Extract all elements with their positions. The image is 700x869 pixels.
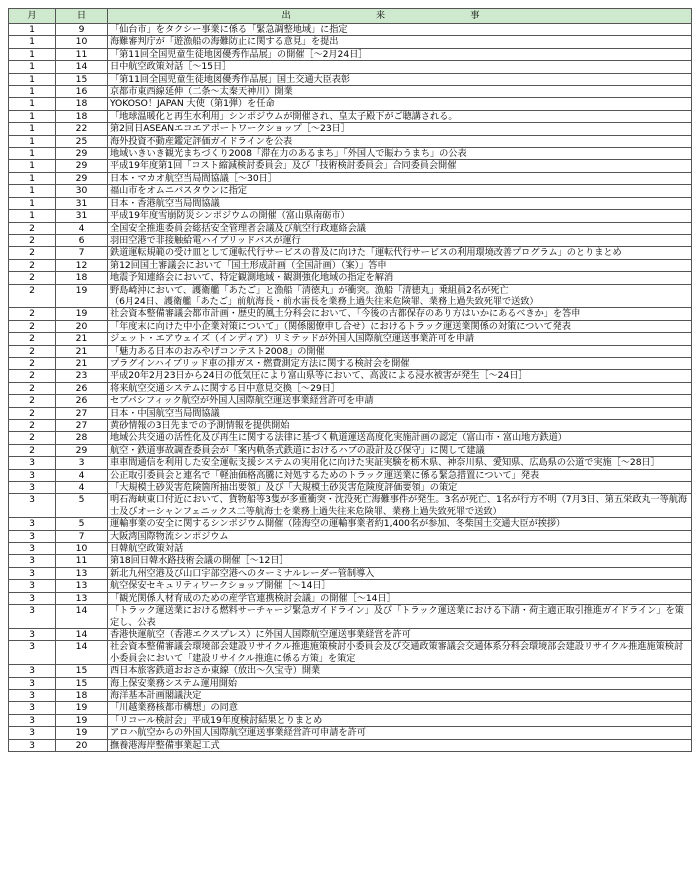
table-row	[9, 444, 692, 456]
month-cell: 3	[9, 727, 56, 739]
table-row	[9, 457, 692, 469]
day-cell: 14	[56, 605, 108, 629]
event-cell: 日本・中国航空当局間協議	[108, 407, 692, 419]
event-cell: 運輸事業の安全に関するシンポジウム開催（陸海空の運輸事業者約1,400名が参加、冬柴国土交通大臣が挨拶）	[108, 518, 692, 530]
month-cell: 2	[9, 284, 56, 308]
event-cell: 地震予知連絡会において、特定観測地域・観測強化地域の指定を解消	[108, 272, 692, 284]
day-cell: 21	[56, 333, 108, 345]
event-cell: 「魅力ある日本のおみやげコンテスト2008」の開催	[108, 345, 692, 357]
table-row	[9, 160, 692, 172]
table-row	[9, 333, 692, 345]
day-cell: 11	[56, 555, 108, 567]
month-cell: 3	[9, 641, 56, 665]
table-row	[9, 665, 692, 677]
table-row	[9, 197, 692, 209]
table-row	[9, 530, 692, 542]
table-row	[9, 308, 692, 320]
table-row	[9, 272, 692, 284]
month-cell: 2	[9, 395, 56, 407]
event-cell: 黄砂情報の3日先までの予測情報を提供開始	[108, 420, 692, 432]
table-row	[9, 555, 692, 567]
month-cell: 3	[9, 702, 56, 714]
day-cell: 15	[56, 73, 108, 85]
table-row	[9, 382, 692, 394]
event-cell: 日韓航空政策対話	[108, 543, 692, 555]
table-row	[9, 172, 692, 184]
day-cell: 21	[56, 345, 108, 357]
event-cell: YOKOSO！JAPAN 大使（第1弾）を任命	[108, 98, 692, 110]
day-cell: 29	[56, 444, 108, 456]
event-cell: 平成19年度雪崩防災シンポジウムの開催（富山県南砺市）	[108, 210, 692, 222]
table-row	[9, 702, 692, 714]
day-header: 日	[56, 9, 108, 24]
event-cell: 野島崎沖において、護衛艦「あたご」と漁船「清徳丸」が衝突。漁船「清徳丸」乗組員2名が死亡 （6月24日、護衛艦「あたご」前航海長・前水雷長を業務上過失往来危険罪、業務上過失致死罪で送致）	[108, 284, 692, 308]
month-cell: 1	[9, 110, 56, 122]
month-cell: 1	[9, 160, 56, 172]
month-cell: 2	[9, 432, 56, 444]
event-cell: 「地球温暖化と再生水利用」シンポジウムが開催され、皇太子殿下がご聴講される。	[108, 110, 692, 122]
event-cell: 「トラック運送業における燃料サーチャージ緊急ガイドライン」及び「トラック運送業における下請・荷主適正取引推進ガイドライン」を策定し、公表	[108, 605, 692, 629]
event-cell: 第18回日韓水路技術会議の開催［～12日］	[108, 555, 692, 567]
day-cell: 11	[56, 48, 108, 60]
day-cell: 20	[56, 739, 108, 751]
day-cell: 5	[56, 494, 108, 518]
event-cell: 「リコール検討会」平成19年度検討結果とりまとめ	[108, 714, 692, 726]
day-cell: 14	[56, 641, 108, 665]
month-cell: 3	[9, 543, 56, 555]
day-cell: 15	[56, 677, 108, 689]
header-row	[9, 9, 692, 24]
day-cell: 19	[56, 727, 108, 739]
month-cell: 2	[9, 247, 56, 259]
day-cell: 21	[56, 357, 108, 369]
event-cell: 地域公共交通の活性化及び再生に関する法律に基づく軌道運送高度化実施計画の認定（富山市・富山地方鉄道）	[108, 432, 692, 444]
table-row	[9, 518, 692, 530]
table-row	[9, 222, 692, 234]
event-cell: 西日本旅客鉄道おおさか東線（放出～久宝寺）開業	[108, 665, 692, 677]
table-row	[9, 628, 692, 640]
day-cell: 18	[56, 110, 108, 122]
event-cell: 撫養港海岸整備事業起工式	[108, 739, 692, 751]
event-cell: 京都市東西線延伸（二条～太秦天神川）開業	[108, 86, 692, 98]
month-cell: 3	[9, 689, 56, 701]
event-cell: 公正取引委員会と連名で「軽油価格高騰に対処するためのトラック運送業に係る緊急措置について」発表	[108, 469, 692, 481]
day-cell: 4	[56, 222, 108, 234]
event-cell: 日本・マカオ航空当局間協議［～30日］	[108, 172, 692, 184]
month-cell: 1	[9, 197, 56, 209]
event-cell: 海洋基本計画閣議決定	[108, 689, 692, 701]
month-header: 月	[9, 9, 56, 24]
event-cell: 「大規模土砂災害危険箇所抽出要領」及び「大規模土砂災害危険度評価要領」の策定	[108, 482, 692, 494]
table-row	[9, 345, 692, 357]
table-row	[9, 210, 692, 222]
day-cell: 13	[56, 580, 108, 592]
table-row	[9, 469, 692, 481]
month-cell: 3	[9, 739, 56, 751]
month-cell: 2	[9, 272, 56, 284]
event-cell: ジェット・エアウェイズ（インディア）リミテッドが外国人国際航空運送事業許可を申請	[108, 333, 692, 345]
month-cell: 2	[9, 420, 56, 432]
day-cell: 27	[56, 407, 108, 419]
day-cell: 19	[56, 308, 108, 320]
month-cell: 2	[9, 333, 56, 345]
day-cell: 19	[56, 702, 108, 714]
day-cell: 14	[56, 628, 108, 640]
event-cell: 日本・香港航空当局間協議	[108, 197, 692, 209]
table-row	[9, 580, 692, 592]
month-cell: 2	[9, 345, 56, 357]
table-row	[9, 714, 692, 726]
day-cell: 20	[56, 320, 108, 332]
event-cell: 平成20年2月23日から24日の低気圧により富山県等において、高波による浸水被害が発生［～24日］	[108, 370, 692, 382]
month-cell: 1	[9, 48, 56, 60]
event-cell: 福山市をオムニバスタウンに指定	[108, 185, 692, 197]
month-cell: 2	[9, 444, 56, 456]
table-row	[9, 98, 692, 110]
day-cell: 15	[56, 665, 108, 677]
event-cell: アロハ航空からの外国人国際航空運送事業経営許可申請を許可	[108, 727, 692, 739]
table-row	[9, 641, 692, 665]
table-row	[9, 727, 692, 739]
month-cell: 2	[9, 259, 56, 271]
table-row	[9, 135, 692, 147]
day-cell: 18	[56, 689, 108, 701]
day-cell: 23	[56, 370, 108, 382]
table-row	[9, 605, 692, 629]
event-cell: 第12回国土審議会において「国土形成計画（全国計画）（案）」答申	[108, 259, 692, 271]
day-cell: 26	[56, 395, 108, 407]
event-cell: 「第11回全国児童生徒地図優秀作品展」の開催［～2月24日］	[108, 48, 692, 60]
month-cell: 3	[9, 628, 56, 640]
day-cell: 10	[56, 36, 108, 48]
day-cell: 19	[56, 714, 108, 726]
month-cell: 3	[9, 580, 56, 592]
table-body	[9, 24, 692, 752]
month-cell: 1	[9, 185, 56, 197]
table-row	[9, 24, 692, 36]
table-row	[9, 123, 692, 135]
month-cell: 1	[9, 73, 56, 85]
month-cell: 1	[9, 24, 56, 36]
day-cell: 31	[56, 197, 108, 209]
day-cell: 13	[56, 592, 108, 604]
day-cell: 18	[56, 272, 108, 284]
table-row	[9, 494, 692, 518]
event-cell: 日中航空政策対話［～15日］	[108, 61, 692, 73]
event-cell: 海外投資不動産鑑定評価ガイドラインを公表	[108, 135, 692, 147]
table-row	[9, 395, 692, 407]
day-cell: 19	[56, 284, 108, 308]
month-cell: 2	[9, 234, 56, 246]
event-cell: 第2回日ASEANエコエアポートワークショップ［～23日］	[108, 123, 692, 135]
table-row	[9, 567, 692, 579]
month-cell: 1	[9, 36, 56, 48]
event-cell: 平成19年度第1回「コスト縮減検討委員会」及び「技術検討委員会」合同委員会開催	[108, 160, 692, 172]
table-row	[9, 61, 692, 73]
table-row	[9, 36, 692, 48]
event-cell: 航空・鉄道事故調査委員会が「案内軌条式鉄道におけるハブの設計及び保守」に関して建議	[108, 444, 692, 456]
event-cell: 海難審判庁が「遊漁船の海難防止に関する意見」を提出	[108, 36, 692, 48]
month-cell: 3	[9, 605, 56, 629]
month-cell: 1	[9, 86, 56, 98]
table-row	[9, 689, 692, 701]
table-row	[9, 407, 692, 419]
month-cell: 3	[9, 494, 56, 518]
day-cell: 7	[56, 247, 108, 259]
day-cell: 28	[56, 432, 108, 444]
month-cell: 2	[9, 382, 56, 394]
event-cell: 全国安全推進委員会総括安全管理者会議及び航空行政連絡会議	[108, 222, 692, 234]
day-cell: 26	[56, 382, 108, 394]
month-cell: 1	[9, 148, 56, 160]
event-cell: 「川越業務核都市構想」の同意	[108, 702, 692, 714]
event-cell: 社会資本整備審議会環境部会建設リサイクル推進施策検討小委員会及び交通政策審議会交通体系分科会環境部会建設リサイクル推進施策検討小委員会において「建設リサイクル推進に係る方策」を策定	[108, 641, 692, 665]
table-row	[9, 259, 692, 271]
event-cell: 新北九州空港及び山口宇部空港へのターミナルレーダー管制導入	[108, 567, 692, 579]
day-cell: 5	[56, 518, 108, 530]
month-cell: 3	[9, 677, 56, 689]
day-cell: 27	[56, 420, 108, 432]
table-row	[9, 148, 692, 160]
table-row	[9, 73, 692, 85]
month-cell: 1	[9, 172, 56, 184]
month-cell: 1	[9, 123, 56, 135]
event-cell: 「観光関係人材育成のための産学官連携検討会議」の開催［～14日］	[108, 592, 692, 604]
table-row	[9, 739, 692, 751]
month-cell: 3	[9, 482, 56, 494]
event-cell: 「仙台市」をタクシー事業に係る「緊急調整地域」に指定	[108, 24, 692, 36]
event-cell: 「第11回全国児童生徒地図優秀作品展」国土交通大臣表彰	[108, 73, 692, 85]
day-cell: 31	[56, 210, 108, 222]
day-cell: 18	[56, 98, 108, 110]
month-cell: 2	[9, 370, 56, 382]
event-cell: 明石海峡東口付近において、貨物船等3隻が多重衝突・沈没死亡海難事件が発生。3名が死亡、1名が行方不明（7月3日、第五栄政丸一等航海士及びオーシャンフェニックス二等航海士を業務上過失往来危険罪、業務上過失致死罪で送致）	[108, 494, 692, 518]
day-cell: 16	[56, 86, 108, 98]
table-row	[9, 284, 692, 308]
day-cell: 4	[56, 469, 108, 481]
event-cell: 香港快運航空（香港エクスプレス）に外国人国際航空運送事業経営を許可	[108, 628, 692, 640]
month-cell: 1	[9, 98, 56, 110]
table-row	[9, 247, 692, 259]
month-cell: 3	[9, 555, 56, 567]
table-row	[9, 420, 692, 432]
event-cell: プラグインハイブリッド車の排ガス・燃費測定方法に関する検討会を開催	[108, 357, 692, 369]
day-cell: 3	[56, 457, 108, 469]
day-cell: 25	[56, 135, 108, 147]
month-cell: 2	[9, 308, 56, 320]
day-cell: 7	[56, 530, 108, 542]
event-cell: 航空保安セキュリティワークショップ開催［～14日］	[108, 580, 692, 592]
day-cell: 14	[56, 61, 108, 73]
day-cell: 6	[56, 234, 108, 246]
day-cell: 9	[56, 24, 108, 36]
event-cell: 地域いきいき観光まちづくり2008「滞在力のあるまち」「外国人で賑わうまち」の公表	[108, 148, 692, 160]
month-cell: 3	[9, 469, 56, 481]
chronology-table	[8, 8, 692, 752]
table-row	[9, 370, 692, 382]
month-cell: 2	[9, 320, 56, 332]
table-row	[9, 234, 692, 246]
day-cell: 4	[56, 482, 108, 494]
day-cell: 29	[56, 148, 108, 160]
month-cell: 3	[9, 714, 56, 726]
table-row	[9, 543, 692, 555]
table-row	[9, 185, 692, 197]
table-row	[9, 482, 692, 494]
month-cell: 1	[9, 61, 56, 73]
event-cell: 鉄道運転規範の受け皿として運転代行サービスの普及に向けた「運転代行サービスの利用環境改善プログラム」のとりまとめ	[108, 247, 692, 259]
table-row	[9, 357, 692, 369]
month-cell: 1	[9, 210, 56, 222]
month-cell: 3	[9, 665, 56, 677]
event-cell: セブパシフィック航空が外国人国際航空運送事業経営許可を申請	[108, 395, 692, 407]
month-cell: 2	[9, 357, 56, 369]
month-cell: 2	[9, 222, 56, 234]
day-cell: 12	[56, 259, 108, 271]
event-cell: 羽田空港で非接触給電ハイブリッドバスが運行	[108, 234, 692, 246]
event-cell: 海上保安業務システム運用開始	[108, 677, 692, 689]
event-cell: 大阪湾国際物流シンポジウム	[108, 530, 692, 542]
table-row	[9, 677, 692, 689]
day-cell: 29	[56, 172, 108, 184]
day-cell: 22	[56, 123, 108, 135]
table-row	[9, 320, 692, 332]
month-cell: 1	[9, 135, 56, 147]
month-cell: 3	[9, 518, 56, 530]
table-row	[9, 48, 692, 60]
table-row	[9, 86, 692, 98]
table-row	[9, 432, 692, 444]
table-row	[9, 110, 692, 122]
day-cell: 13	[56, 567, 108, 579]
month-cell: 2	[9, 407, 56, 419]
day-cell: 29	[56, 160, 108, 172]
month-cell: 3	[9, 530, 56, 542]
day-cell: 30	[56, 185, 108, 197]
event-cell: 車車間通信を利用した安全運転支援システムの実用化に向けた実証実験を栃木県、神奈川県、愛知県、広島県の公道で実施［～28日］	[108, 457, 692, 469]
month-cell: 3	[9, 457, 56, 469]
month-cell: 3	[9, 567, 56, 579]
day-cell: 10	[56, 543, 108, 555]
event-cell: 社会資本整備審議会都市計画・歴史的風土分科会において、「今後の古都保存のあり方はいかにあるべきか」を答申	[108, 308, 692, 320]
event-header: 出 来 事	[108, 9, 692, 24]
table-row	[9, 592, 692, 604]
month-cell: 3	[9, 592, 56, 604]
event-cell: 「年度末に向けた中小企業対策について」（関係閣僚申し合せ）におけるトラック運送業関係の対策について発表	[108, 320, 692, 332]
event-cell: 将来航空交通システムに関する日中意見交換［～29日］	[108, 382, 692, 394]
